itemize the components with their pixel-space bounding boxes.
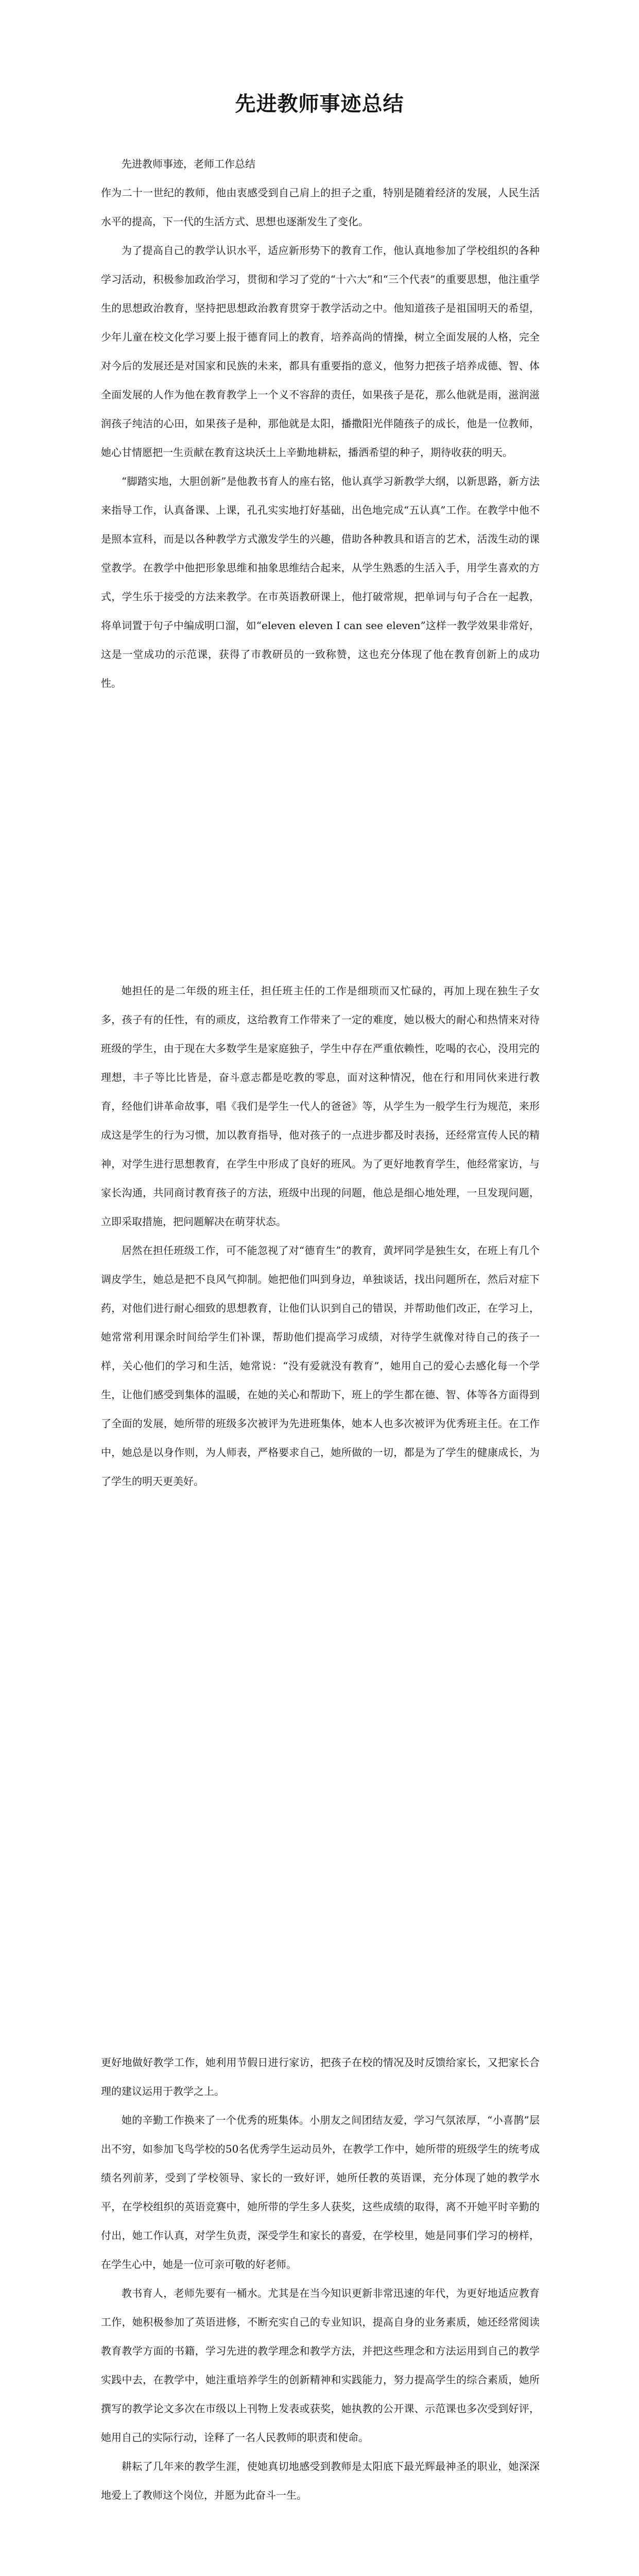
paragraph: 耕耘了几年来的教学生涯，使她真切地感受到教师是太阳底下最光辉最神圣的职业，她深深地爱上了教师这个岗位，并愿为此奋斗一生。 xyxy=(101,2460,540,2501)
text-block-3 xyxy=(101,2048,540,2510)
paragraph: 更好地做好教学工作，她利用节假日进行家访，把孩子在校的情况及时反馈给家长，又把家长合理的建议运用于教学之上。 xyxy=(101,2056,540,2097)
page-title: 先进教师事迹总结 xyxy=(235,92,404,116)
paragraph: “脚踏实地，大胆创新”是他教书育人的座右铭，他认真学习新教学大纲，以新思路，新方法来指导工作，认真备课、上课，孔孔实实地打好基础，出色地完成“五认真”工作。在教学中他不是照本宣科，而是以各种教学方式激发学生的兴趣，借助各种教具和语言的艺术，活泼生动的课堂教学。在教学中他把形象思维和抽象思维结合起来，从学生熟悉的生活入手，用学生喜欢的方式，学生乐于接受的方法来教学。在市英语教研课上，他打破常规，把单词与句子合在一起教，将单词置于句子中编成明口溜，如“eleven eleven I can see eleven”这样一教学效果非常好，这是一堂成功的示范课，获得了市教研员的一致称赞，这也充分体现了他在教育创新上的成功性。 xyxy=(101,475,540,689)
paragraph: 居然在担任班级工作，可不能忽视了对“德育生”的教育，黄坪同学是独生女，在班上有几个调皮学生，她总是把不良风气抑制。她把他们叫到身边，单独谈话，找出问题所在，然后对症下药，对他们进行耐心细致的思想教育，让他们认识到自己的错误，并帮助他们改正，在学习上，她常常利用课余时间给学生们补课，帮助他们提高学习成绩，对待学生就像对待自己的孩子一样，关心他们的学习和生活，她常说：“没有爱就没有教育”，她用自己的爱心去感化每一个学生，让他们感受到集体的温暖，在她的关心和帮助下，班上的学生都在德、智、体等各方面得到了全面的发展，她所带的班级多次被评为先进班集体，她本人也多次被评为优秀班主任。在工作中，她总是以身作则，为人师表，严格要求自己，她所做的一切，都是为了学生的健康成长，为了学生的明天更美好。 xyxy=(101,1244,540,1487)
paragraph: 她担任的是二年级的班主任，担任班主任的工作是细琐而又忙碌的，再加上现在独生子女多，孩子有的任性，有的顽皮，这给教育工作带来了一定的难度，她以极大的耐心和热情来对待班级的学生，由于现在大多数学生是家庭独子，学生中存在严重依赖性，吃喝的衣心，没用完的理想，丰子等比比皆是，奋斗意志都是吃教的零息，面对这种情况，他在行和用同伙来进行教育，经他们讲革命故事，唱《我们是学生一代人的爸爸》等，从学生为一般学生行为规范，来形成这是学生的行为习惯，加以教育指导，他对孩子的一点进步都及时表扬，还经常宣传人民的精神，对学生进行思想教育，在学生中形成了良好的班风。为了更好地教育学生，他经常家访，与家长沟通，共同商讨教育孩子的方法，班级中出现的问题，他总是细心地处理，一旦发现问题，立即采取措施，把问题解决在萌芽状态。 xyxy=(101,985,540,1228)
paragraph: 作为二十一世纪的教师，他由衷感受到自己肩上的担子之重，特别是随着经济的发展，人民生活水平的提高，下一代的生活方式、思想也逐渐发生了变化。 xyxy=(101,187,540,228)
text-block-1 xyxy=(101,149,540,698)
paragraph-subtitle: 先进教师事迹，老师工作总结 xyxy=(122,158,255,170)
paragraph: 教书育人，老师先要有一桶水。尤其是在当今知识更新非常迅速的年代，为更好地适应教育工作，她积极参加了英语进修，不断充实自己的专业知识，提高自身的业务素质，她还经常阅读教育教学方面的书籍，学习先进的教学理念和教学方法，并把这些理念和方法运用到自己的教学实践中去，在教学中，她注重培养学生的创新精神和实践能力，努力提高学生的综合素质，她所撰写的教学论文多次在市级以上刊物上发表或获奖，她执教的公开课、示范课也多次受到好评，她用自己的实际行动，诠释了一名人民教师的职责和使命。 xyxy=(101,2287,540,2444)
text-block-2 xyxy=(101,976,540,1496)
paragraph: 为了提高自己的教学认识水平，适应新形势下的教育工作，他认真地参加了学校组织的各种学习活动，积极参加政治学习，贯彻和学习了党的“十六大”和“三个代表”的重要思想，他注重学生的思想政治教育，坚持把思想政治教育贯穿于教学活动之中。他知道孩子是祖国明天的希望，少年儿童在校文化学习要上报于德育同上的教育，培养高尚的情操，树立全面发展的人格，完全对今后的发展还是对国家和民族的未来，都具有重要指的意义，他努力把孩子培养成德、智、体全面发展的人作为他在教育教学上一个义不容辞的责任，如果孩子是花，那么他就是雨，滋润滋润孩子纯洁的心田，如果孩子是种，那他就是太阳，播撒阳光伴随孩子的成长，他是一位教师，她心甘情愿把一生贡献在教育这块沃土上辛勤地耕耘，播洒希望的种子，期待收获的明天。 xyxy=(101,244,540,459)
paragraph: 她的辛勤工作换来了一个优秀的班集体。小朋友之间团结友爱，学习气氛浓厚，“小喜鹊”层出不穷，如参加飞鸟学校的50名优秀学生运动员外，在教学工作中，她所带的班级学生的统考成绩名列前茅，受到了学校领导、家长的一致好评，她所任教的英语课，充分体现了她的教学水平，在学校组织的英语竞赛中，她所带的学生多人获奖，这些成绩的取得，离不开她平时辛勤的付出，她工作认真，对学生负责，深受学生和家长的喜爱，在学校里，她是同事们学习的榜样，在学生心中，她是一位可亲可敬的好老师。 xyxy=(101,2114,540,2270)
